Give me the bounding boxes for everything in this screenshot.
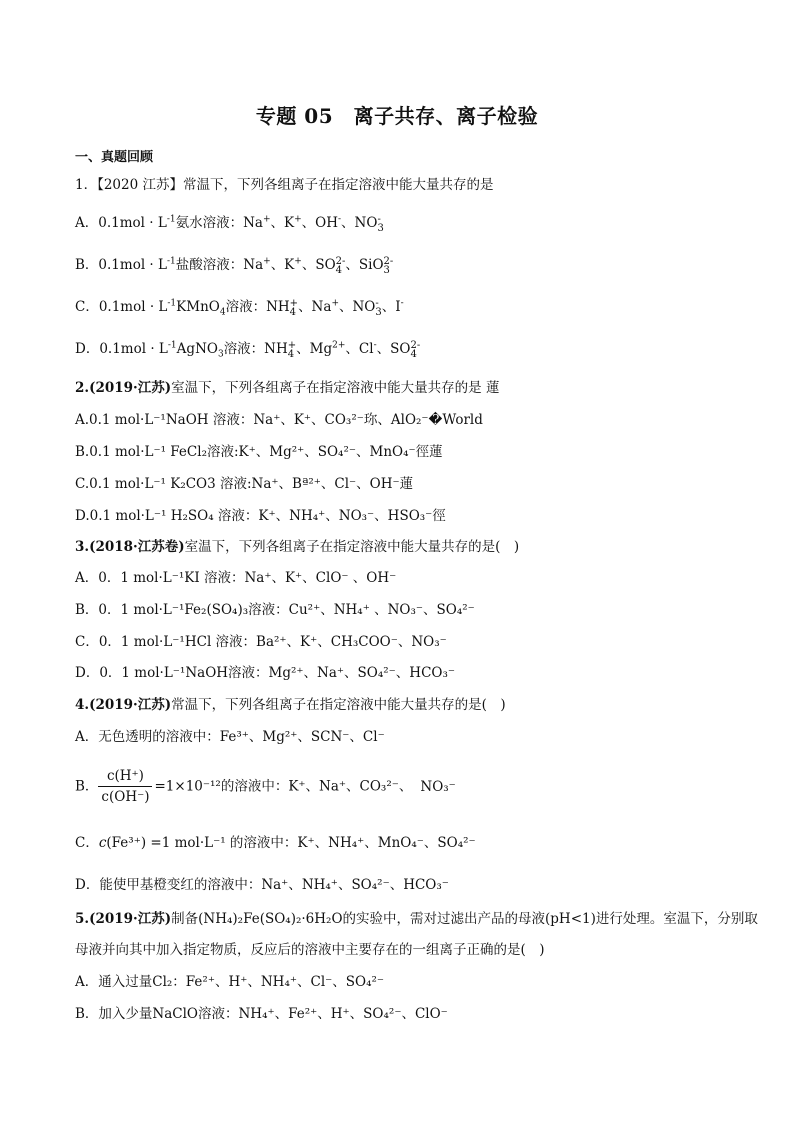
q3-option-c: C．0．1 mol·L⁻¹HCl 溶液：Ba²⁺、K⁺、CH₃COO⁻、NO₃⁻ bbox=[75, 634, 447, 650]
q5-option-a: A．通入过量Cl₂：Fe²⁺、H⁺、NH₄⁺、Cl⁻、SO₄²⁻ bbox=[75, 974, 385, 990]
q3-option-b: B．0．1 mol·L⁻¹Fe₂(SO₄)₃溶液：Cu²⁺、NH₄⁺ 、NO₃⁻、SO₄²⁻ bbox=[75, 602, 475, 618]
question-4-stem: 4.(2019·江苏)常温下，下列各组离子在指定溶液中能大量共存的是( ) bbox=[75, 697, 506, 713]
q2-option-a: A.0.1 mol·L⁻¹NaOH 溶液：Na⁺、K⁺、CO₃²⁻珎、AlO₂⁻�World bbox=[75, 412, 483, 428]
concentration-ratio-fraction: $\frac{c(H^+)}{c(OH^-)}$ bbox=[98, 766, 152, 807]
q3-option-d: D．0．1 mol·L⁻¹NaOH溶液：Mg²⁺、Na⁺、SO₄²⁻、HCO₃⁻ bbox=[75, 665, 455, 681]
q2-option-b: B.0.1 mol·L⁻¹ FeCl₂溶液:K⁺、Mg²⁺、SO₄²⁻、MnO₄⁻徑蓮 bbox=[75, 444, 443, 460]
question-3-stem: 3.(2018·江苏卷)室温下，下列各组离子在指定溶液中能大量共存的是( ) bbox=[75, 539, 520, 555]
q1-option-d: D．$0.1mol \cdot L^{-1}AgNO_3$溶液：NH + 4 、$Mg^{2+}$、Cl-、SO 2- 4 bbox=[75, 339, 421, 360]
q4-option-a: A．无色透明的溶液中：Fe³⁺、Mg²⁺、SCN⁻、Cl⁻ bbox=[75, 729, 385, 745]
q1-option-a: A．$0.1mol \cdot L^{-1}$氨水溶液：Na+、K+、OH-、NO - 3 bbox=[75, 213, 384, 234]
q4-option-b: B． $\frac{c(H^+)}{c(OH^-)}$ =1×10⁻¹²的溶液中：K⁺、Na⁺、CO₃²⁻、 NO₃⁻ bbox=[75, 768, 456, 805]
q3-option-a: A．0．1 mol·L⁻¹KI 溶液：Na⁺、K⁺、ClO⁻ 、OH⁻ bbox=[75, 570, 397, 586]
q4-option-c: C．c(Fe³⁺) =1 mol·L⁻¹ 的溶液中：K⁺、NH₄⁺、MnO₄⁻、SO₄²⁻ bbox=[75, 835, 476, 851]
q4-option-d: D．能使甲基橙变红的溶液中：Na⁺、NH₄⁺、SO₄²⁻、HCO₃⁻ bbox=[75, 877, 449, 893]
q1-option-c: C．$0.1mol \cdot L^{-1}KMnO_4$溶液：NH + 4 、Na+、NO - 3 、I- bbox=[75, 297, 404, 318]
q2-option-d: D.0.1 mol·L⁻¹ H₂SO₄ 溶液：K⁺、NH₄⁺、NO₃⁻、HSO₃⁻徑 bbox=[75, 508, 446, 524]
question-2-stem: 2.(2019·江苏)室温下，下列各组离子在指定溶液中能大量共存的是 蓮 bbox=[75, 380, 500, 396]
question-5-stem: 5.(2019·江苏)制备(NH₄)₂Fe(SO₄)₂·6H₂O的实验中，需对过滤出产品的母液(pH<1)进行处理。室温下，分别取 bbox=[75, 911, 758, 927]
q1-option-b: B．$0.1mol \cdot L^{-1}$盐酸溶液：Na+、K+、SO 2- 4 、SiO 2- 3 bbox=[75, 255, 394, 276]
question-1-stem: 1．【2020 江苏】常温下，下列各组离子在指定溶液中能大量共存的是 bbox=[75, 177, 494, 193]
page-title: 专题 05 离子共存、离子检验 bbox=[255, 104, 539, 128]
q2-option-c: C.0.1 mol·L⁻¹ K₂CO3 溶液:Na⁺、Bª²⁺、Cl⁻、OH⁻蓮 bbox=[75, 476, 414, 492]
q5-option-b: B．加入少量NaClO溶液：NH₄⁺、Fe²⁺、H⁺、SO₄²⁻、ClO⁻ bbox=[75, 1006, 448, 1022]
section-heading: 一、真题回顾 bbox=[75, 150, 154, 165]
question-5-stem-continued: 母液并向其中加入指定物质，反应后的溶液中主要存在的一组离子正确的是( ) bbox=[75, 942, 545, 958]
